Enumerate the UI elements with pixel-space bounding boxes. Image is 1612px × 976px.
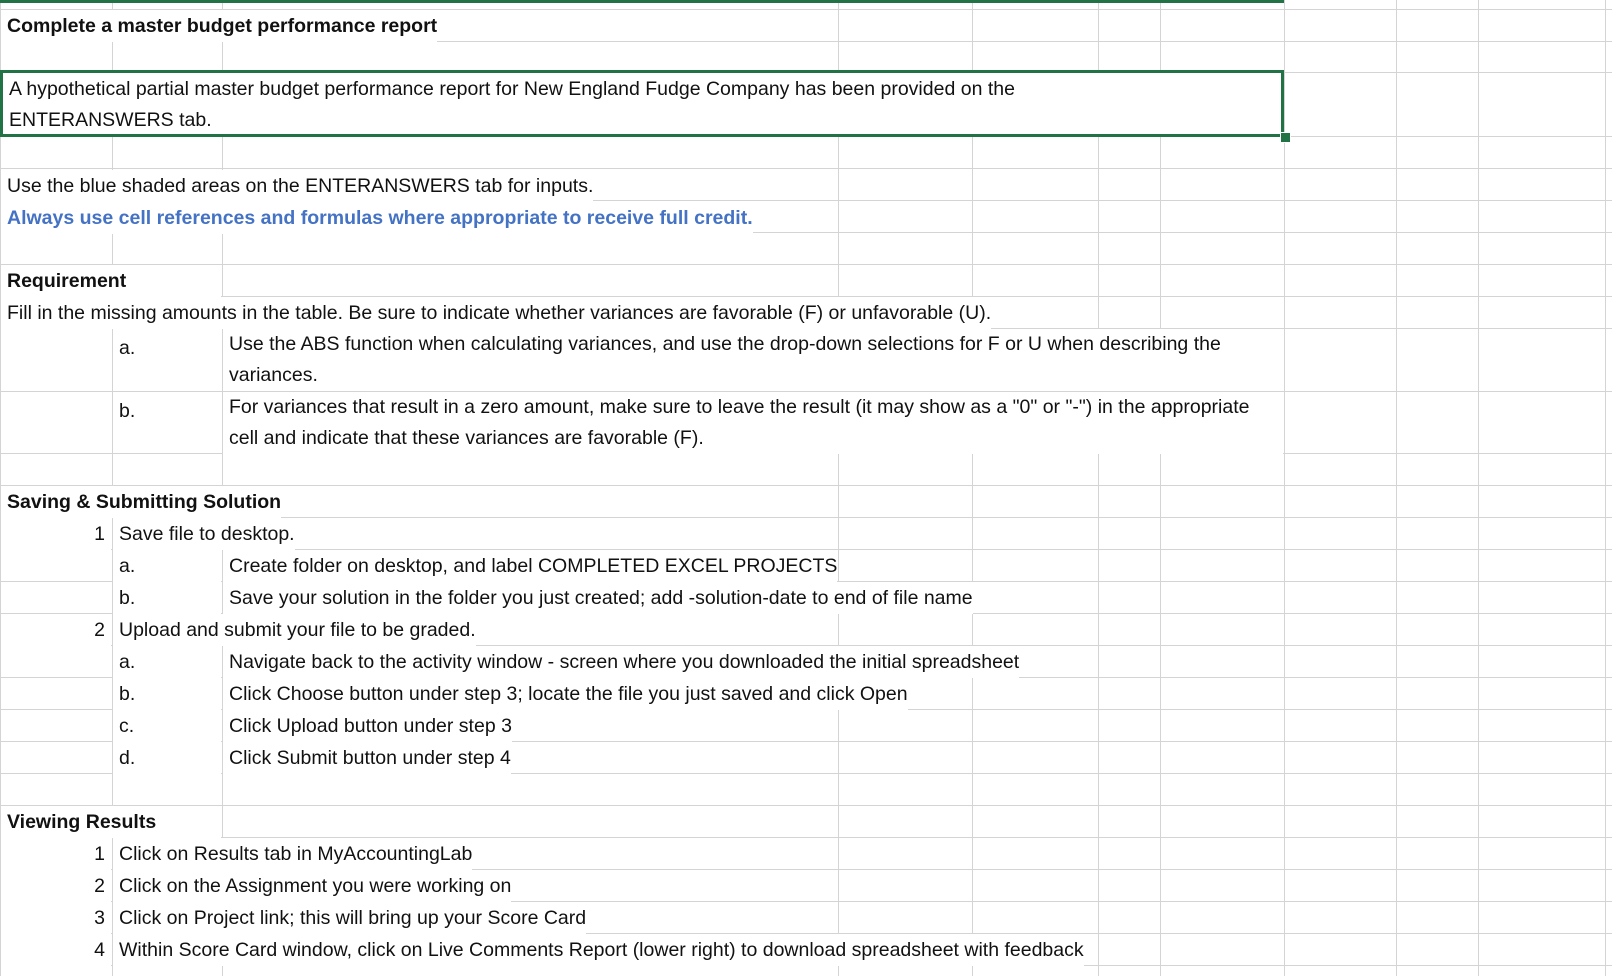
- sheet-title[interactable]: Complete a master budget performance report: [1, 10, 437, 42]
- saving-sub-marker[interactable]: b.: [113, 678, 221, 710]
- requirement-marker-a[interactable]: a.: [113, 329, 221, 367]
- viewing-step-number[interactable]: 1: [1, 838, 111, 870]
- selected-cell-intro[interactable]: [0, 70, 1284, 137]
- saving-sub-text[interactable]: Create folder on desktop, and label COMPLETED EXCEL PROJECTS: [223, 550, 837, 582]
- saving-step-text[interactable]: Save file to desktop.: [113, 518, 295, 550]
- column-border: [838, 0, 839, 976]
- saving-sub-marker[interactable]: a.: [113, 550, 221, 582]
- viewing-step-number[interactable]: 2: [1, 870, 111, 902]
- viewing-step-text[interactable]: Click on the Assignment you were working on: [113, 870, 511, 902]
- saving-sub-marker[interactable]: a.: [113, 646, 221, 678]
- saving-sub-text[interactable]: Navigate back to the activity window - screen where you downloaded the initial spreadsheet: [223, 646, 1019, 678]
- column-border: [1284, 0, 1285, 976]
- viewing-step-number[interactable]: 4: [1, 934, 111, 966]
- intro-text: A hypothetical partial master budget performance report for New England Fudge Company has been provided on the ENTERANSWERS tab.: [9, 78, 1015, 131]
- saving-step-number[interactable]: 2: [1, 614, 111, 646]
- column-border: [1396, 0, 1397, 976]
- saving-step-number[interactable]: 1: [1, 518, 111, 550]
- viewing-step-text[interactable]: Within Score Card window, click on Live Comments Report (lower right) to download spreadsheet with feedback: [113, 934, 1084, 966]
- column-border: [972, 0, 973, 976]
- saving-sub-marker[interactable]: d.: [113, 742, 221, 774]
- requirement-item-a[interactable]: Use the ABS function when calculating variances, and use the drop-down selections for F or U when describing the variances.: [223, 329, 1283, 391]
- saving-heading[interactable]: Saving & Submitting Solution: [1, 486, 281, 518]
- saving-sub-text[interactable]: Click Choose button under step 3; locate the file you just saved and click Open: [223, 678, 908, 710]
- column-border: [1478, 0, 1479, 976]
- saving-sub-marker[interactable]: c.: [113, 710, 221, 742]
- credit-note[interactable]: Always use cell references and formulas where appropriate to receive full credit.: [1, 202, 753, 234]
- saving-sub-text[interactable]: Save your solution in the folder you just created; add -solution-date to end of file name: [223, 582, 973, 614]
- row-border: [0, 264, 1612, 265]
- requirement-item-b[interactable]: For variances that result in a zero amount, make sure to leave the result (it may show as a "0" or "-") in the appropriate cell and indicate that these variances are favorable (F).: [223, 392, 1283, 454]
- row-border: [0, 805, 1612, 806]
- row-border: [0, 168, 1612, 169]
- requirement-text[interactable]: Fill in the missing amounts in the table. Be sure to indicate whether variances are favorable (F) or unfavorable (U).: [1, 297, 991, 329]
- saving-sub-text[interactable]: Click Upload button under step 3: [223, 710, 512, 742]
- viewing-step-text[interactable]: Click on Project link; this will bring up your Score Card: [113, 902, 586, 934]
- saving-sub-marker[interactable]: b.: [113, 582, 221, 614]
- column-border: [1605, 0, 1606, 976]
- requirement-heading[interactable]: Requirement: [1, 265, 221, 297]
- fill-handle[interactable]: [1280, 132, 1291, 143]
- column-border: [1098, 0, 1099, 976]
- saving-step-text[interactable]: Upload and submit your file to be graded.: [113, 614, 476, 646]
- selection-top-edge: [0, 0, 1284, 3]
- viewing-step-text[interactable]: Click on Results tab in MyAccountingLab: [113, 838, 472, 870]
- viewing-step-number[interactable]: 3: [1, 902, 111, 934]
- column-border: [1160, 0, 1161, 976]
- inputs-note[interactable]: Use the blue shaded areas on the ENTERANSWERS tab for inputs.: [1, 170, 593, 202]
- saving-sub-text[interactable]: Click Submit button under step 4: [223, 742, 511, 774]
- viewing-heading[interactable]: Viewing Results: [1, 806, 221, 838]
- requirement-marker-b[interactable]: b.: [113, 392, 221, 430]
